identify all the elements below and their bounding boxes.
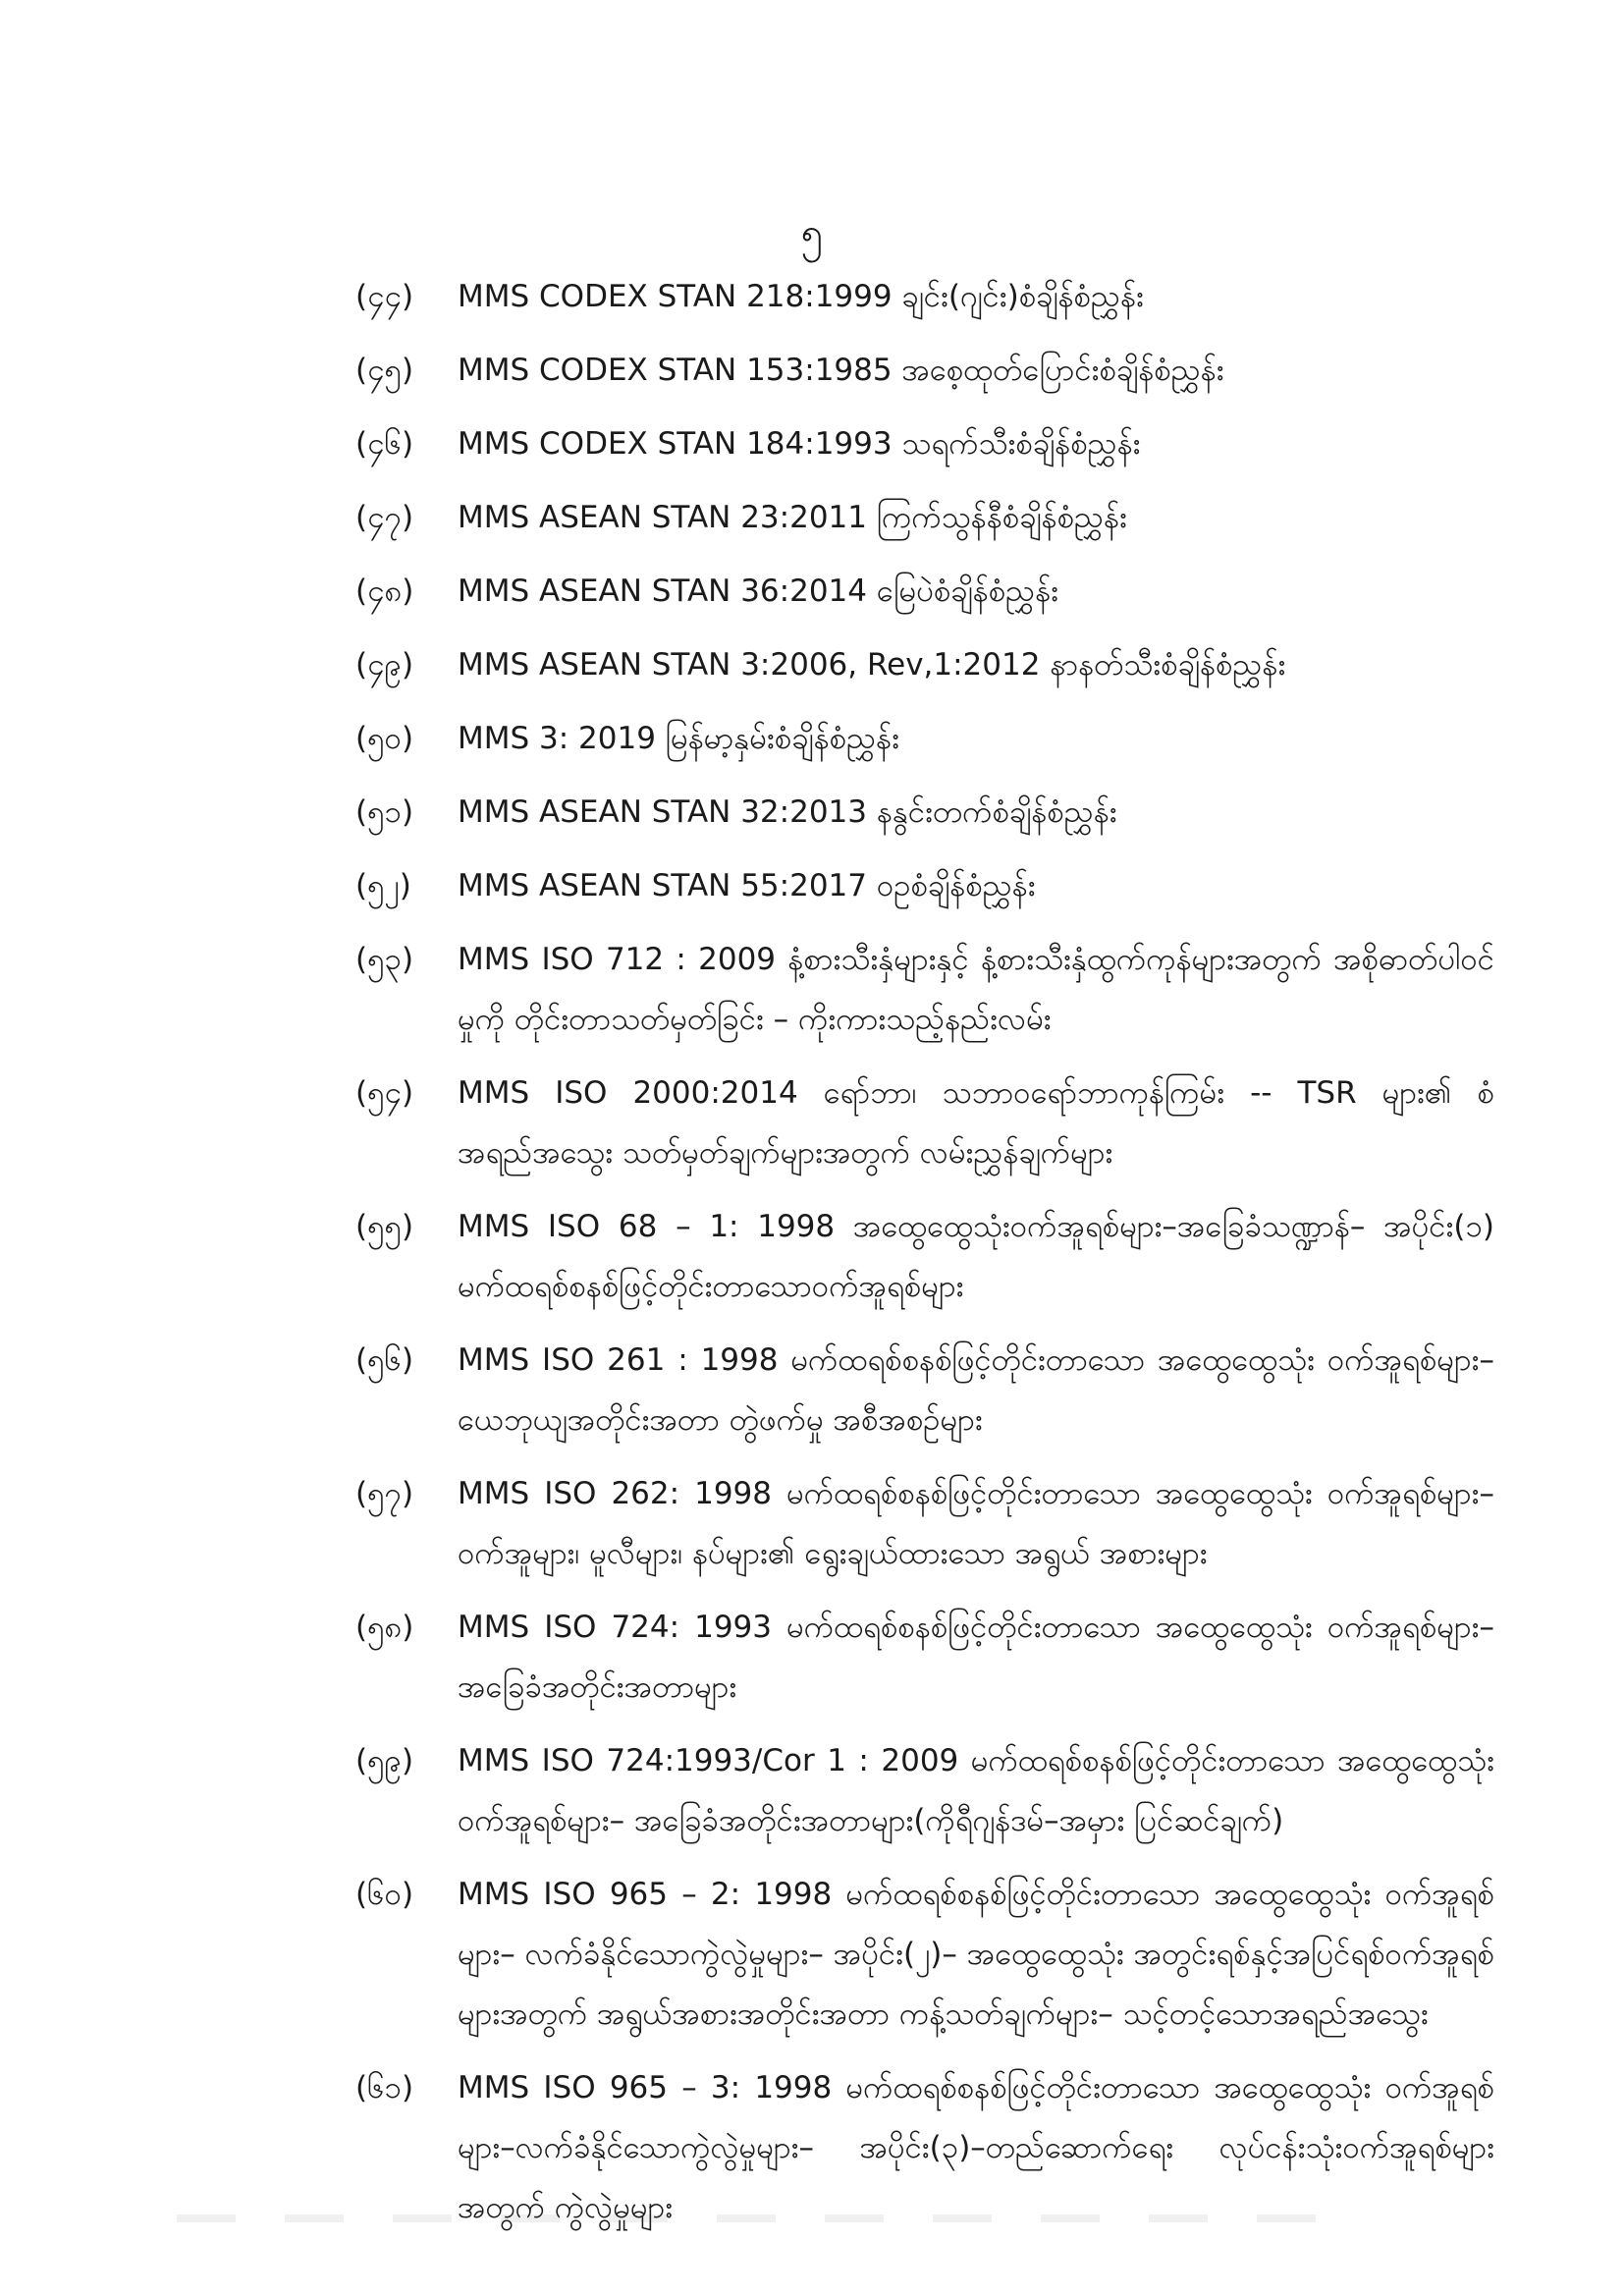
item-text: MMS ISO 2000:2014 ရော်ဘာ၊ သဘာဝရော်ဘာကုန်ကြမ်း -- TSR များ၏ စံအရည်အသွေး သတ်မှတ်ချက်များအတွက် လမ်းညွှန်ချက်များ [458,1075,1494,1171]
item-text: MMS ASEAN STAN 3:2006, Rev,1:2012 နာနတ်သီးစံချိန်စံညွှန်း [458,647,1286,683]
item-text: MMS ISO 724:1993/Cor 1 : 2009 မက်ထရစ်စနစ်ဖြင့်တိုင်းတာသော အထွေထွေသုံး ဝက်အူရစ်များ– အခြေခံအတိုင်းအတာများ(ကိုရီဂျန်ဒမ်–အမှား ပြင်ဆင်ချက်) [458,1743,1494,1838]
item-number: (၄၉) [355,647,414,683]
item-text: MMS 3: 2019 မြန်မာ့နှမ်းစံချိန်စံညွှန်း [458,721,899,756]
item-text: MMS CODEX STAN 153:1985 အစေ့ထုတ်ပြောင်းစံချိန်စံညွှန်း [458,353,1224,388]
item-number: (၄၄) [355,279,414,314]
list-item [355,1731,1494,1851]
list-item [355,783,1494,843]
list-item [355,856,1494,916]
item-number: (၅၉) [355,1743,414,1778]
list-item [355,1064,1494,1183]
item-number: (၅၅) [355,1209,414,1244]
list-item [355,562,1494,622]
item-number: (၄၆) [355,426,414,462]
standards-list [355,267,1494,2252]
list-item [355,1464,1494,1584]
page-number: ၅ [800,210,824,255]
item-text: MMS ISO 965 – 3: 1998 မက်ထရစ်စနစ်ဖြင့်တိုင်းတာသော အထွေထွေသုံး ဝက်အူရစ်များ–လက်ခံနိုင်သောကွဲလွဲမှုများ– အပိုင်း(၃)–တည်ဆောက်ရေး လုပ်ငန်းသုံးဝက်အူရစ်များအတွက် ကွဲလွဲမှုများ [458,2070,1494,2225]
list-item [355,930,1494,1050]
item-number: (၅၁) [355,794,414,830]
item-text: MMS ASEAN STAN 55:2017 ဝဥစံချိန်စံညွှန်း [458,868,1036,903]
item-text: MMS ISO 965 – 2: 1998 မက်ထရစ်စနစ်ဖြင့်တိုင်းတာသော အထွေထွေသုံး ဝက်အူရစ်များ– လက်ခံနိုင်သောကွဲလွဲမှုများ– အပိုင်း(၂)– အထွေထွေသုံး အတွင်းရစ်နှင့်အပြင်ရစ်ဝက်အူရစ်များအတွက် အရွယ်အစားအတိုင်းအတာ ကန့်သတ်ချက်များ– သင့်တင့်သောအရည်အသွေး [458,1877,1494,2032]
item-number: (၅၃) [355,942,414,977]
item-number: (၄၅) [355,353,414,388]
item-text: MMS ISO 724: 1993 မက်ထရစ်စနစ်ဖြင့်တိုင်းတာသော အထွေထွေသုံး ဝက်အူရစ်များ–အခြေခံအတိုင်းအတာများ [458,1610,1494,1705]
item-text: MMS CODEX STAN 184:1993 သရက်သီးစံချိန်စံညွှန်း [458,426,1141,462]
list-item [355,1865,1494,2045]
item-number: (၄၇) [355,500,414,535]
item-number: (၅၂) [355,868,411,903]
list-item [355,341,1494,401]
item-text: MMS ASEAN STAN 23:2011 ကြက်သွန်နီစံချိန်စံညွှန်း [458,500,1127,535]
item-text: MMS ASEAN STAN 36:2014 မြေပဲစံချိန်စံညွှန်း [458,574,1059,609]
item-number: (၅၀) [355,721,414,756]
item-number: (၅၈) [355,1610,414,1645]
item-text: MMS ISO 68 – 1: 1998 အထွေထွေသုံးဝက်အူရစ်များ–အခြေခံသဏ္ဍာန်– အပိုင်း(၁) မက်ထရစ်စနစ်ဖြင့်တိုင်းတာသောဝက်အူရစ်များ [458,1209,1494,1304]
list-item [355,488,1494,548]
list-item [355,414,1494,474]
list-item [355,1331,1494,1450]
item-number: (၆၁) [355,2070,414,2105]
item-number: (၅၇) [355,1476,414,1511]
list-item [355,709,1494,769]
item-text: MMS ISO 261 : 1998 မက်ထရစ်စနစ်ဖြင့်တိုင်းတာသော အထွေထွေသုံး ဝက်အူရစ်များ– ယေဘုယျအတိုင်းအတာ တွဲဖက်မှု အစီအစဉ်များ [458,1342,1494,1438]
scan-artifact [177,2214,1355,2222]
list-item [355,2058,1494,2238]
list-item [355,635,1494,695]
item-text: MMS ASEAN STAN 32:2013 နနွင်းတက်စံချိန်စံညွှန်း [458,794,1117,830]
item-number: (၆၀) [355,1877,414,1912]
list-item [355,267,1494,327]
list-item [355,1598,1494,1718]
item-text: MMS CODEX STAN 218:1999 ချင်း(ဂျင်း)စံချိန်စံညွှန်း [458,279,1144,314]
item-number: (၄၈) [355,574,414,609]
item-number: (၅၆) [355,1342,414,1378]
list-item [355,1197,1494,1317]
item-number: (၅၄) [355,1075,414,1111]
item-text: MMS ISO 712 : 2009 နံ့စားသီးနှံများနှင့် နံ့စားသီးနှံထွက်ကုန်များအတွက် အစိုဓာတ်ပါဝင်မှုကို တိုင်းတာသတ်မှတ်ခြင်း – ကိုးကားသည့်နည်းလမ်း [458,942,1494,1037]
item-text: MMS ISO 262: 1998 မက်ထရစ်စနစ်ဖြင့်တိုင်းတာသော အထွေထွေသုံး ဝက်အူရစ်များ– ဝက်အူများ၊ မူလီများ၊ နပ်များ၏ ရွေးချယ်ထားသော အရွယ် အစားများ [458,1476,1494,1571]
